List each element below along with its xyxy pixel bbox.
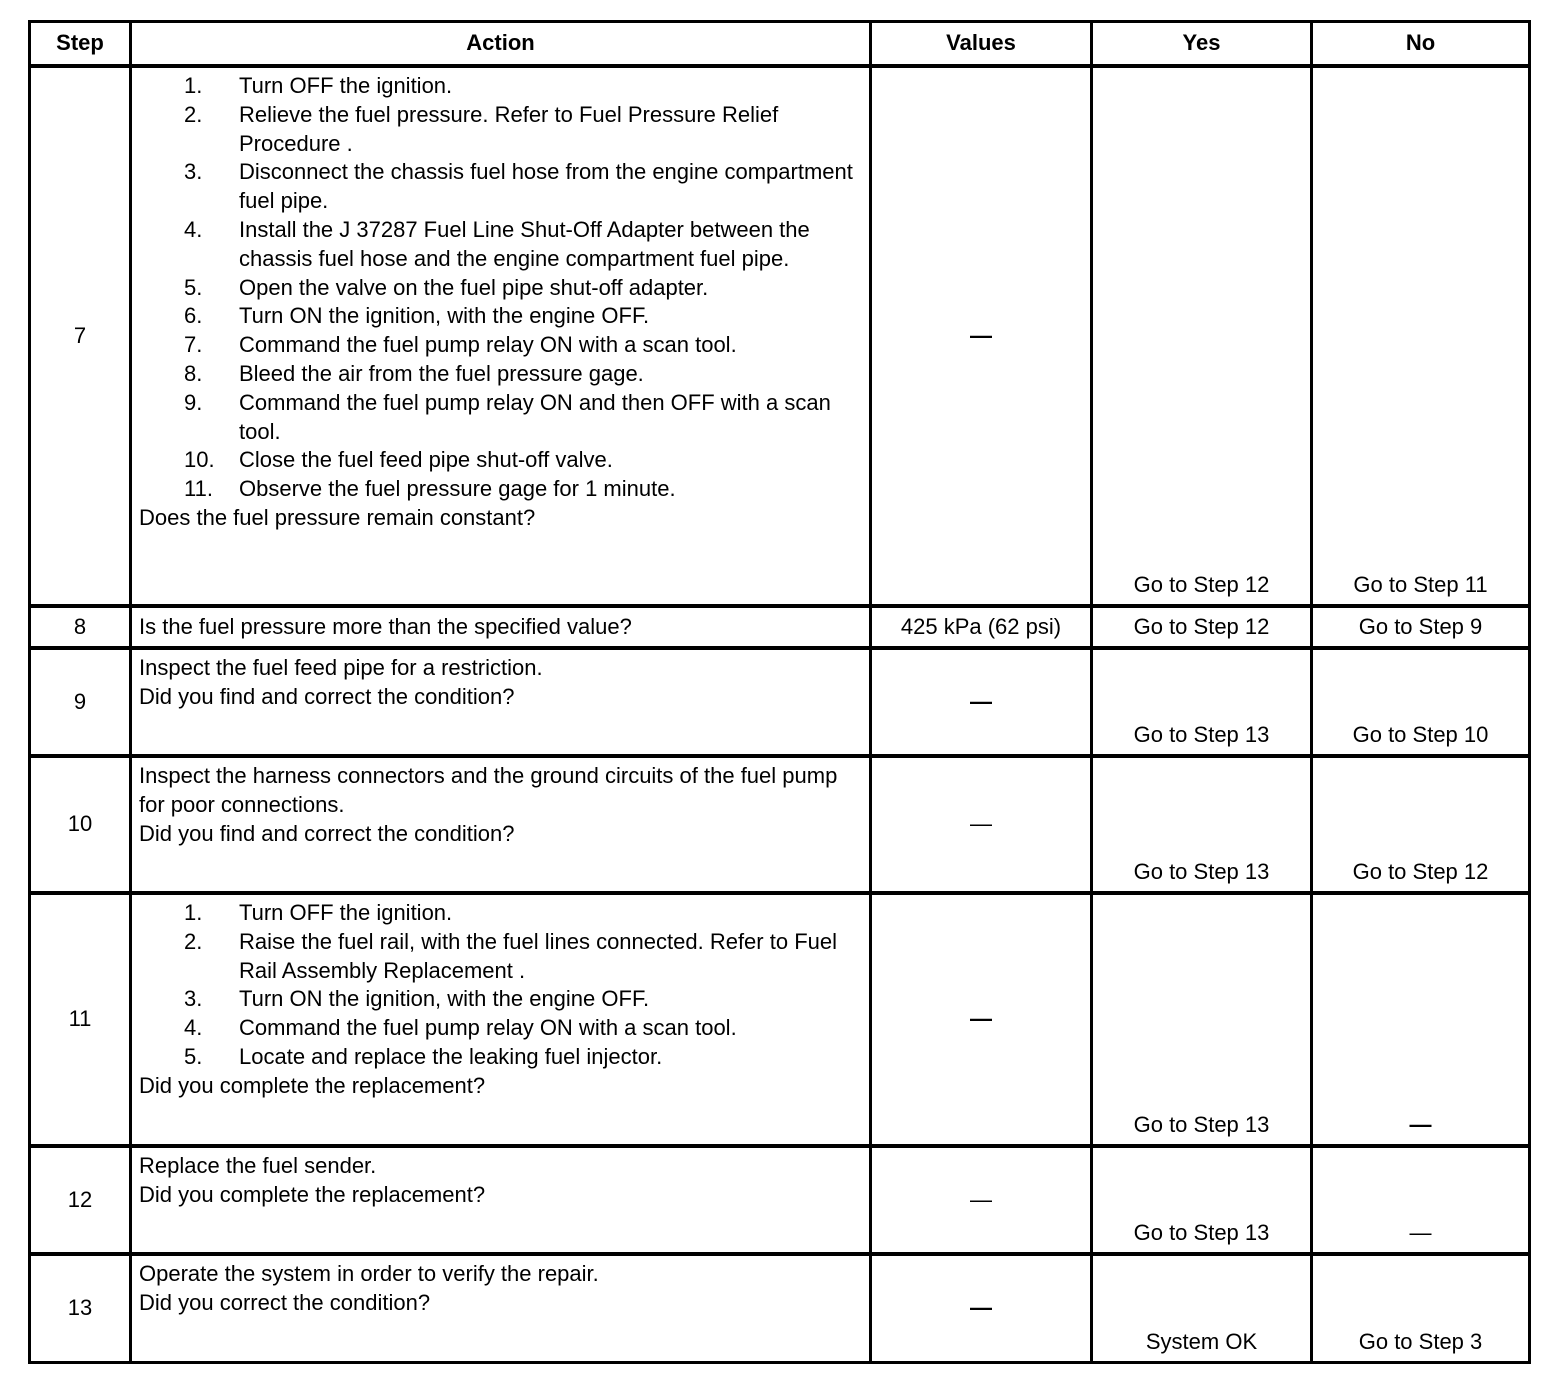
list-text: Disconnect the chassis fuel hose from the engine compartment fuel pipe. [239,159,853,214]
values-cell: 425 kPa (62 psi) [869,604,1090,646]
list-number: 1. [184,900,203,925]
list-text: Relieve the fuel pressure. Refer to Fuel Pressure Relief Procedure . [239,101,779,156]
list-text: Command the fuel pump relay ON with a scan tool. [239,1015,737,1041]
list-item [184,101,861,159]
list-item [184,72,861,101]
header-yes: Yes [1090,20,1310,64]
values-cell: — [869,891,1090,1144]
table-row [28,646,1531,754]
step-number: 7 [28,64,129,604]
action-question: Is the fuel pressure more than the specified value? [129,604,869,646]
list-number: 11. [184,476,213,502]
procedure-list [184,899,861,1072]
yes-cell: Go to Step 13 [1090,754,1310,891]
list-item [184,389,861,447]
header-step: Step [28,20,129,64]
diagnostic-table [28,20,1531,1364]
list-text: Command the fuel pump relay ON and then OFF with a scan tool. [239,389,831,444]
values-cell: — [869,754,1090,891]
step-number: 8 [28,604,129,646]
values-cell: — [869,1144,1090,1252]
list-item [184,1014,861,1043]
list-number: 1. [184,73,203,98]
action-question: Did you find and correct the condition? [139,683,515,709]
list-item [184,475,861,504]
list-item [184,360,861,389]
yes-cell: Go to Step 13 [1090,1144,1310,1252]
action-cell [129,646,869,754]
action-instruction: Inspect the fuel feed pipe for a restriction. [139,655,543,680]
yes-cell: Go to Step 13 [1090,646,1310,754]
list-text: Close the fuel feed pipe shut-off valve. [239,447,613,473]
list-number: 4. [184,216,203,242]
action-question: Does the fuel pressure remain constant? [139,504,536,530]
list-number: 5. [184,1043,203,1069]
action-instruction: Replace the fuel sender. [139,1153,377,1178]
no-cell: Go to Step 11 [1310,64,1531,604]
no-cell: Go to Step 9 [1310,604,1531,646]
list-text: Turn OFF the ignition. [239,73,453,98]
list-text: Turn ON the ignition, with the engine OFF. [239,986,650,1012]
list-number: 10. [184,447,215,473]
list-number: 4. [184,1015,203,1041]
step-number: 12 [28,1144,129,1252]
action-question: Did you complete the replacement? [139,1181,486,1207]
list-item [184,985,861,1014]
action-instruction: Operate the system in order to verify the repair. [139,1261,599,1286]
list-text: Install the J 37287 Fuel Line Shut-Off Adapter between the chassis fuel hose and the engine compartment fuel pipe. [239,216,810,271]
list-number: 5. [184,274,203,300]
list-number: 9. [184,389,203,415]
yes-cell: Go to Step 12 [1090,64,1310,604]
list-text: Bleed the air from the fuel pressure gage. [239,360,644,386]
no-cell: — [1310,1144,1531,1252]
list-number: 2. [184,101,203,127]
values-cell: — [869,646,1090,754]
list-item [184,1043,861,1072]
list-number: 6. [184,303,203,329]
list-text: Turn ON the ignition, with the engine OFF. [239,303,650,329]
header-no: No [1310,20,1531,64]
header-action: Action [129,20,869,64]
list-text: Turn OFF the ignition. [239,900,453,925]
list-item [184,331,861,360]
list-number: 3. [184,986,203,1012]
step-number: 13 [28,1252,129,1364]
header-values: Values [869,20,1090,64]
action-question: Did you correct the condition? [139,1289,431,1315]
list-item [184,274,861,303]
yes-cell: System OK [1090,1252,1310,1364]
table-row [28,1252,1531,1364]
table-row [28,64,1531,604]
action-cell [129,754,869,891]
yes-cell: Go to Step 12 [1090,604,1310,646]
table-row [28,604,1531,646]
action-cell [129,1144,869,1252]
step-number: 11 [28,891,129,1144]
list-text: Observe the fuel pressure gage for 1 minute. [239,476,676,502]
list-item [184,302,861,331]
procedure-list [184,72,861,504]
header-row [28,20,1531,64]
table-row [28,1144,1531,1252]
action-cell [129,1252,869,1364]
list-item [184,928,861,986]
no-cell: — [1310,891,1531,1144]
table-row [28,754,1531,891]
list-number: 3. [184,159,203,185]
list-item [184,446,861,475]
action-question: Did you complete the replacement? [139,1072,486,1098]
values-cell: — [869,1252,1090,1364]
list-number: 2. [184,928,203,954]
yes-cell: Go to Step 13 [1090,891,1310,1144]
list-item [184,899,861,928]
list-text: Raise the fuel rail, with the fuel lines connected. Refer to Fuel Rail Assembly Replacement . [239,928,837,983]
list-item [184,216,861,274]
list-number: 8. [184,360,203,386]
action-instruction: Inspect the harness connectors and the ground circuits of the fuel pump for poor connections. [139,763,838,817]
no-cell: Go to Step 10 [1310,646,1531,754]
step-number: 10 [28,754,129,891]
list-item [184,158,861,216]
action-cell [129,64,869,604]
values-cell: — [869,64,1090,604]
list-text: Command the fuel pump relay ON with a scan tool. [239,332,737,358]
action-question: Did you find and correct the condition? [139,820,515,846]
list-number: 7. [184,332,203,358]
list-text: Open the valve on the fuel pipe shut-off adapter. [239,274,709,300]
table-row [28,891,1531,1144]
no-cell: Go to Step 3 [1310,1252,1531,1364]
list-text: Locate and replace the leaking fuel injector. [239,1043,663,1069]
no-cell: Go to Step 12 [1310,754,1531,891]
action-cell [129,891,869,1144]
step-number: 9 [28,646,129,754]
